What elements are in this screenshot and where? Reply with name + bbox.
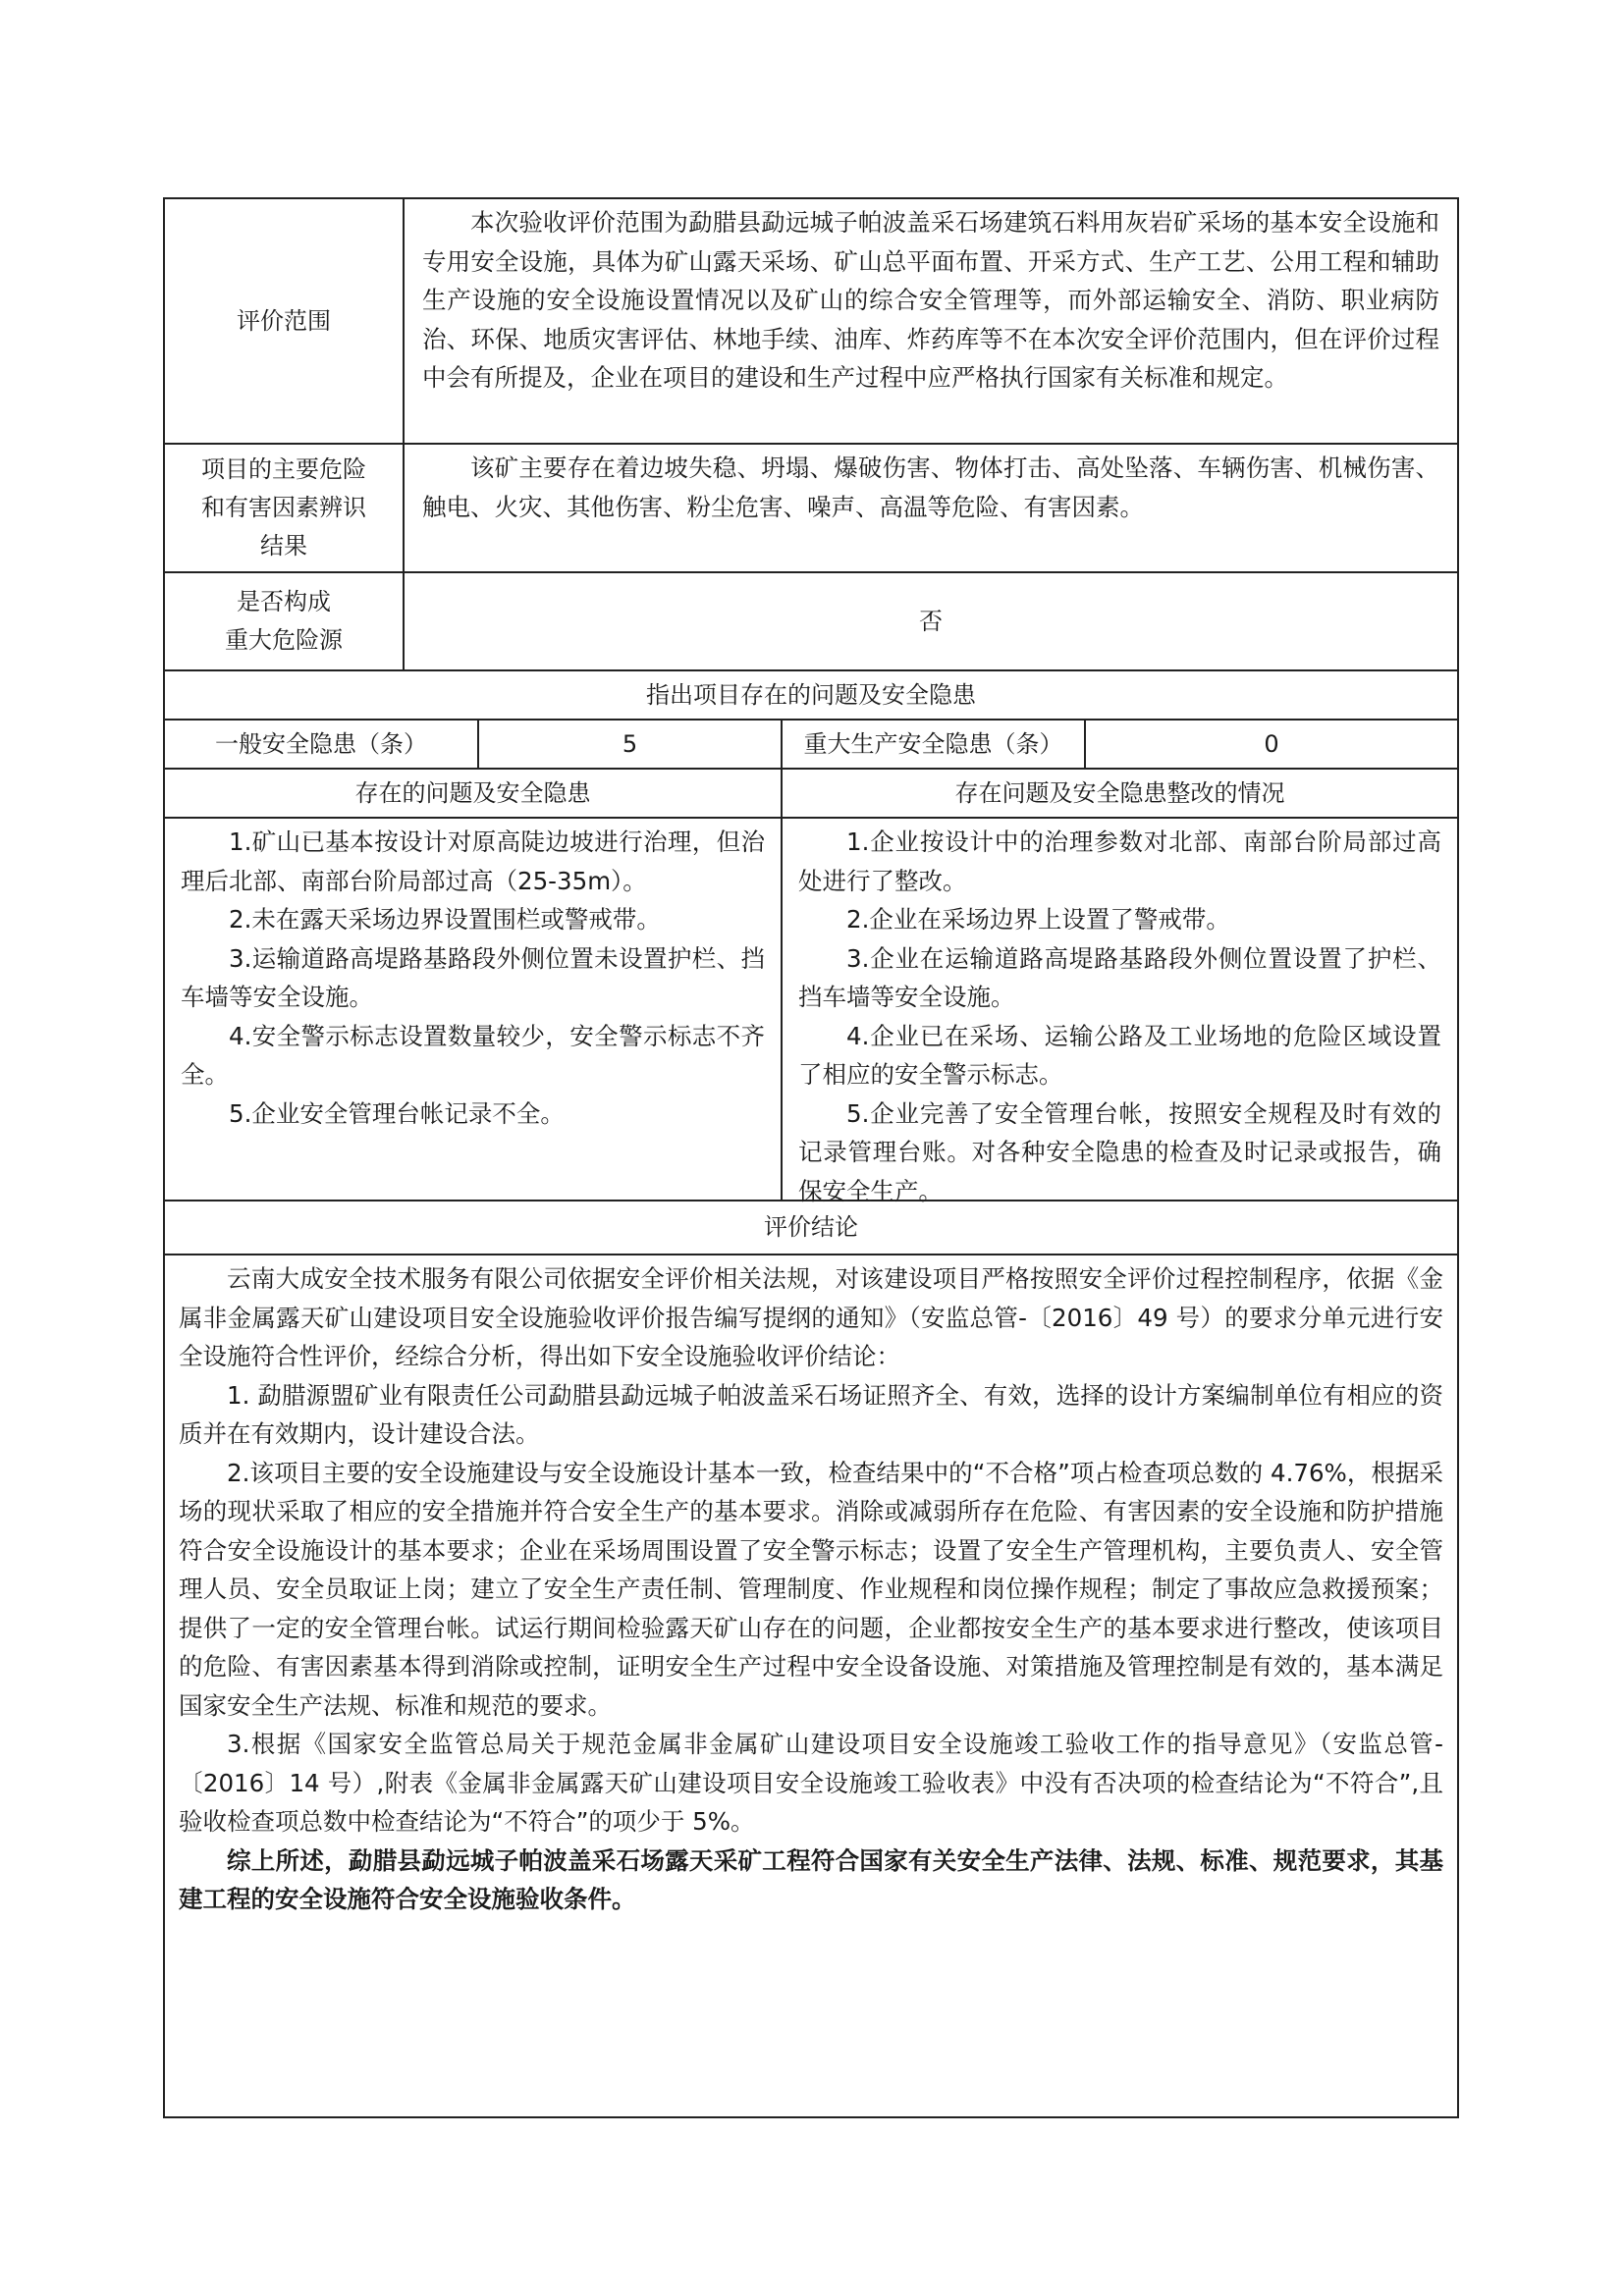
- counts-row: [165, 721, 1457, 770]
- hazards-row: [165, 445, 1457, 573]
- rectification-item: 1.企业按设计中的治理参数对北部、南部台阶局部过高处进行了整改。: [798, 828, 1441, 895]
- rectification-item: 3.企业在运输道路高堤路基路段外侧位置设置了护栏、挡车墙等安全设施。: [798, 943, 1441, 1011]
- hazards-label: 项目的主要危险 和有害因素辨识 结果: [165, 445, 405, 571]
- problems-header: 存在的问题及安全隐患: [165, 770, 783, 817]
- major-hazard-count-label: 重大生产安全隐患（条）: [783, 721, 1086, 768]
- conclusion-paragraph: 3.根据《国家安全监管总局关于规范金属非金属矿山建设项目安全设施竣工验收工作的指导意见》（安监总管-〔2016〕14 号）,附表《金属非金属露天矿山建设项目安全设施竣工验收表》中没有否决项的检查结论为“不符合”,且验收检查项总数中检查结论为“不符合”的项少于 5%。: [179, 1730, 1443, 1836]
- hazards-text: 该矿主要存在着边坡失稳、坍塌、爆破伤害、物体打击、高处坠落、车辆伤害、机械伤害、触电、火灾、其他伤害、粉尘危害、噪声、高温等危险、有害因素。: [422, 454, 1439, 521]
- columns-header-row: [165, 770, 1457, 819]
- problem-item: 3.运输道路高堤路基路段外侧位置未设置护栏、挡车墙等安全设施。: [181, 943, 765, 1011]
- conclusion-paragraph: 云南大成安全技术服务有限公司依据安全评价相关法规，对该建设项目严格按照安全评价过程控制程序，依据《金属非金属露天矿山建设项目安全设施验收评价报告编写提纲的通知》（安监总管-〔2016〕49 号）的要求分单元进行安全设施符合性评价，经综合分析，得出如下安全设施验收评价结论：: [179, 1264, 1443, 1370]
- scope-row: [165, 199, 1457, 445]
- rectification-item: 2.企业在采场边界上设置了警戒带。: [846, 905, 1230, 934]
- major-hazard-count: 0: [1264, 729, 1279, 758]
- scope-label: 评价范围: [165, 199, 405, 443]
- rectification-item: 4.企业已在采场、运输公路及工业场地的危险区域设置了相应的安全警示标志。: [798, 1021, 1441, 1089]
- problem-item: 2.未在露天采场边界设置围栏或警戒带。: [229, 905, 661, 934]
- rectifications-header: 存在问题及安全隐患整改的情况: [954, 778, 1285, 807]
- scope-content: [405, 199, 1457, 443]
- conclusion-summary: 综上所述，勐腊县勐远城子帕波盖采石场露天采矿工程符合国家有关安全生产法律、法规、标准、规范要求，其基建工程的安全设施符合安全设施验收条件。: [179, 1845, 1443, 1913]
- scope-text: 本次验收评价范围为勐腊县勐远城子帕波盖采石场建筑石料用灰岩矿采场的基本安全设施和专用安全设施，具体为矿山露天采场、矿山总平面布置、开采方式、生产工艺、公用工程和辅助生产设施的安全设施设置情况以及矿山的综合安全管理等，而外部运输安全、消防、职业病防治、环保、地质灾害评估、林地手续、油库、炸药库等不在本次安全评价范围内，但在评价过程中会有所提及，企业在项目的建设和生产过程中应严格执行国家有关标准和规定。: [422, 208, 1439, 392]
- conclusion-paragraph: 2.该项目主要的安全设施建设与安全设施设计基本一致，检查结果中的“不合格”项占检查项总数的 4.76%，根据采场的现状采取了相应的安全措施并符合安全生产的基本要求。消除或减弱所存在危险、有害因素的安全设施和防护措施符合安全设施设计的基本要求；企业在采场周围设置了安全警示标志；设置了安全生产管理机构，主要负责人、安全管理人员、安全员取证上岗；建立了安全生产责任制、管理制度、作业规程和岗位操作规程；制定了事故应急救援预案；提供了一定的安全管理台帐。试运行期间检验露天矿山存在的问题，企业都按安全生产的基本要求进行整改，使该项目的危险、有害因素基本得到消除或控制，证明安全生产过程中安全设备设施、对策措施及管理控制是有效的，基本满足国家安全生产法规、标准和规范的要求。: [179, 1458, 1443, 1720]
- major-hazard-value: 否: [919, 607, 943, 635]
- major-hazard-row: [165, 573, 1457, 671]
- problem-item: 5.企业安全管理台帐记录不全。: [229, 1098, 565, 1128]
- conclusion-body: [165, 1255, 1457, 2116]
- major-hazard-label: 是否构成 重大危险源: [165, 573, 405, 669]
- problem-item: 4.安全警示标志设置数量较少，安全警示标志不齐全。: [181, 1021, 765, 1089]
- problems-list: [165, 819, 783, 1200]
- rectifications-list: [783, 819, 1457, 1205]
- hazards-content: [405, 445, 1457, 571]
- general-hazard-count: 5: [479, 721, 783, 768]
- problem-item: 1.矿山已基本按设计对原高陡边坡进行治理，但治理后北部、南部台阶局部过高（25-35m）。: [181, 828, 765, 895]
- rectification-item: 5.企业完善了安全管理台帐，按照安全规程及时有效的记录管理台账。对各种安全隐患的检查及时记录或报告，确保安全生产。: [798, 1098, 1441, 1205]
- evaluation-table: [163, 197, 1459, 2118]
- general-hazard-label: 一般安全隐患（条）: [165, 721, 479, 768]
- issues-content-row: [165, 819, 1457, 1205]
- conclusion-header: 评价结论: [165, 1201, 1457, 1255]
- conclusion-paragraph: 1. 勐腊源盟矿业有限责任公司勐腊县勐远城子帕波盖采石场证照齐全、有效，选择的设计方案编制单位有相应的资质并在有效期内，设计建设合法。: [179, 1380, 1443, 1448]
- issues-header: 指出项目存在的问题及安全隐患: [165, 671, 1457, 721]
